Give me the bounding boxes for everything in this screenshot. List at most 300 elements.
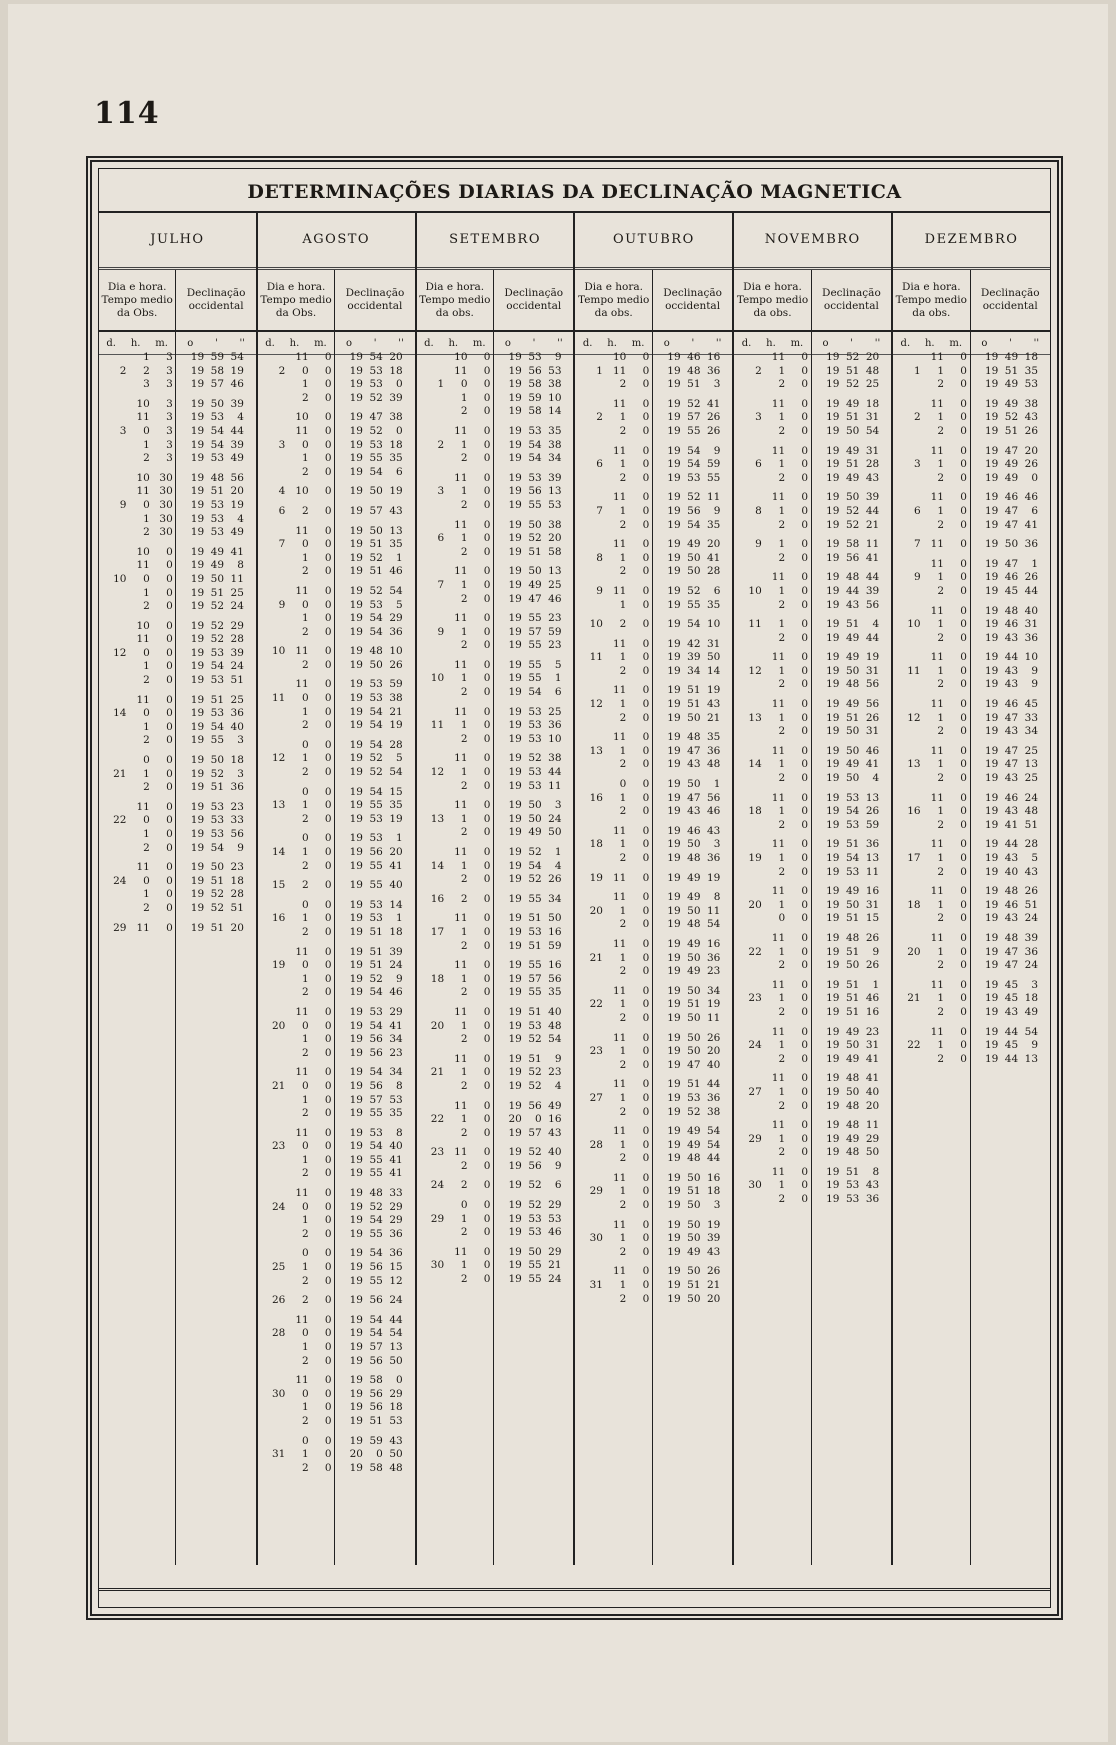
table-row [575, 552, 651, 566]
declination-degrees: 19 [508, 1079, 522, 1092]
obs-day [417, 365, 446, 379]
obs-day: 18 [589, 838, 603, 851]
table-row [653, 599, 732, 613]
declination-degrees: 19 [667, 518, 681, 531]
obs-hour: 1 [778, 805, 786, 818]
obs-day: 3 [278, 438, 286, 451]
declination-seconds: 48 [707, 758, 721, 771]
obs-minute: 0 [324, 1227, 332, 1240]
obs-minute: 0 [801, 725, 809, 738]
obs-minute: 0 [483, 1052, 491, 1065]
declination-seconds: 35 [389, 799, 403, 812]
obs-minute: 0 [483, 779, 491, 792]
declination-minutes: 41 [1004, 818, 1019, 831]
obs-day: 12 [907, 711, 921, 724]
declination-minutes: 47 [1004, 504, 1019, 517]
declination-degrees: 19 [190, 526, 205, 539]
obs-hour: 0 [143, 424, 150, 437]
table-row [893, 805, 969, 819]
obs-day [417, 519, 446, 533]
table-row [335, 1228, 414, 1242]
declination-seconds: 35 [389, 452, 403, 465]
declination-minutes: 55 [528, 892, 542, 905]
obs-hour: 11 [612, 891, 627, 904]
declination-degrees: 19 [508, 705, 522, 718]
declination-minutes: 54 [369, 785, 383, 798]
obs-minute: 0 [483, 424, 491, 437]
table-row [971, 912, 1050, 926]
obs-minute: 0 [642, 444, 650, 457]
obs-minute: 0 [801, 1072, 809, 1085]
table-row [176, 721, 255, 735]
obs-hour: 0 [302, 364, 309, 377]
table-row [494, 1213, 573, 1227]
table-row [417, 686, 493, 700]
table-row [812, 458, 891, 472]
obs-hour: 2 [778, 1193, 786, 1206]
obs-hour: 2 [619, 965, 627, 978]
declination-minutes: 50 [687, 951, 701, 964]
declination-degrees: 19 [190, 397, 205, 410]
declination-degrees: 19 [826, 1132, 840, 1145]
unit-hour: h. [766, 337, 776, 349]
obs-day [99, 600, 128, 614]
table-row [812, 445, 891, 459]
bottom-rule [99, 1588, 1050, 1591]
declination-degrees: 19 [190, 861, 205, 874]
obs-hour: 11 [454, 752, 468, 765]
declination-minutes: 50 [845, 744, 860, 757]
table-row [971, 745, 1050, 759]
obs-hour: 0 [302, 1387, 309, 1400]
declination-degrees: 19 [984, 725, 999, 738]
declination-degrees: 19 [826, 945, 840, 958]
declination-degrees: 19 [190, 693, 205, 706]
declination-seconds: 34 [389, 1033, 403, 1046]
obs-day: 14 [748, 758, 762, 771]
table-row [812, 979, 891, 993]
declination-degrees: 19 [826, 678, 840, 691]
table-row [99, 922, 175, 936]
declination-seconds: 26 [707, 411, 721, 424]
obs-day [99, 472, 128, 486]
month-name: AGOSTO [258, 213, 415, 270]
declination-degrees: 19 [508, 672, 522, 685]
obs-hour: 1 [460, 578, 468, 591]
declination-minutes: 54 [369, 1327, 383, 1340]
table-row [99, 842, 175, 856]
declination-minutes: 50 [369, 485, 383, 498]
declination-seconds: 38 [389, 692, 403, 705]
declination-minutes: 58 [845, 538, 860, 551]
declination-seconds: 31 [707, 637, 721, 650]
declination-degrees: 19 [508, 391, 522, 404]
obs-minute: 0 [642, 791, 650, 804]
obs-hour: 2 [619, 1152, 627, 1165]
declination-minutes: 54 [369, 705, 383, 718]
obs-day: 19 [748, 852, 762, 864]
declination-seconds: 50 [707, 651, 721, 664]
declination-degrees: 19 [190, 424, 205, 437]
declination-degrees: 19 [349, 1341, 363, 1353]
declination-minutes: 47 [1004, 557, 1019, 570]
table-row [971, 651, 1050, 665]
declination-minutes: 49 [210, 545, 225, 558]
obs-minute: 0 [483, 925, 491, 938]
obs-hour: 11 [295, 584, 309, 597]
table-row [335, 752, 414, 766]
declination-seconds: 54 [865, 424, 880, 437]
table-row [417, 826, 493, 840]
obs-minute: 0 [642, 378, 650, 391]
table-row [176, 472, 255, 486]
table-row [734, 1053, 810, 1067]
declination-degrees: 19 [984, 351, 999, 363]
table-row [417, 639, 493, 653]
obs-hour: 1 [937, 758, 944, 771]
declination-degrees: 19 [667, 937, 681, 950]
obs-day [99, 513, 128, 527]
table-row [176, 922, 255, 936]
declination-degrees: 19 [349, 1019, 363, 1032]
table-row [893, 866, 969, 880]
declination-minutes: 49 [528, 826, 542, 839]
table-row [734, 819, 810, 833]
obs-minute: 0 [960, 852, 967, 864]
obs-day: 11 [430, 719, 445, 732]
declination-minutes: 48 [845, 931, 860, 944]
obs-hour: 2 [302, 766, 309, 779]
table-row [575, 472, 651, 486]
declination-seconds: 56 [865, 698, 880, 711]
declination-degrees: 19 [349, 945, 363, 958]
table-row [417, 766, 493, 780]
obs-day: 17 [430, 925, 445, 938]
table-row [99, 452, 175, 466]
declination-minutes: 52 [369, 584, 383, 597]
obs-minute: 0 [642, 1138, 650, 1151]
declination-seconds: 28 [230, 888, 244, 901]
obs-minute: 0 [483, 378, 491, 391]
table-row [575, 792, 651, 806]
declination-minutes: 47 [1004, 744, 1019, 757]
table-row [734, 1166, 810, 1180]
table-row [653, 565, 732, 579]
table-row [258, 1187, 334, 1201]
obs-hour: 2 [619, 1058, 627, 1071]
obs-day: 15 [271, 879, 286, 892]
declination-degrees: 19 [826, 411, 840, 424]
table-row [734, 959, 810, 973]
unit-day: d. [741, 337, 752, 349]
declination-minutes: 50 [845, 1039, 860, 1052]
obs-day [258, 1247, 287, 1261]
declination-degrees: 19 [667, 378, 681, 391]
obs-hour: 2 [937, 631, 944, 644]
obs-day: 1 [596, 364, 603, 377]
table-row [653, 1265, 732, 1279]
obs-minute: 0 [960, 604, 967, 617]
obs-day [575, 758, 604, 772]
declination-degrees: 19 [984, 805, 999, 818]
declination-minutes: 56 [687, 504, 701, 517]
obs-day [417, 639, 446, 653]
declination-degrees: 19 [984, 378, 999, 391]
table-row [812, 1179, 891, 1193]
obs-hour: 2 [460, 592, 468, 605]
declination-degrees: 19 [349, 846, 363, 858]
table-row [734, 618, 810, 632]
obs-day [258, 626, 287, 640]
declination-degrees: 19 [826, 424, 840, 437]
obs-day: 2 [755, 364, 762, 377]
obs-day: 9 [755, 538, 762, 551]
declination-seconds: 15 [865, 912, 880, 925]
obs-minute: 0 [483, 1033, 491, 1046]
table-row [893, 838, 969, 852]
declination-seconds: 36 [230, 781, 244, 794]
declination-seconds: 8 [237, 559, 244, 572]
declination-minutes: 52 [845, 378, 860, 391]
table-row [258, 1294, 334, 1308]
table-row [575, 1125, 651, 1139]
declination-minutes: 55 [528, 639, 542, 652]
table-row [971, 632, 1050, 646]
declination-minutes: 50 [687, 904, 701, 917]
table-row [494, 452, 573, 466]
obs-hour: 11 [454, 658, 468, 671]
obs-hour: 2 [937, 678, 944, 691]
table-row [494, 1273, 573, 1287]
declination-seconds: 36 [707, 744, 721, 757]
table-row [335, 612, 414, 626]
declination-degrees: 19 [984, 678, 999, 691]
obs-minute: 30 [159, 485, 173, 498]
declination-seconds: 41 [389, 1153, 403, 1166]
declination-minutes: 48 [210, 471, 225, 484]
table-inner-border [98, 168, 1051, 1608]
declination-minutes: 55 [369, 452, 383, 465]
declination-degrees: 19 [190, 720, 205, 733]
declination-seconds: 1 [713, 778, 721, 791]
unit-day: d. [424, 337, 434, 349]
declination-minutes: 59 [369, 1434, 383, 1447]
obs-minute: 0 [801, 364, 809, 377]
declination-degrees: 19 [508, 438, 522, 451]
declination-degrees: 19 [349, 551, 363, 564]
declination-seconds: 51 [230, 901, 244, 914]
table-row [99, 633, 175, 647]
declination-minutes: 58 [528, 405, 542, 418]
declination-seconds: 9 [872, 945, 880, 958]
table-row [734, 745, 810, 759]
month-column-novembro [734, 213, 893, 1565]
declination-seconds: 10 [389, 645, 403, 658]
obs-day: 1 [913, 364, 921, 377]
obs-minute: 0 [960, 978, 967, 991]
declination-seconds: 48 [548, 1019, 562, 1032]
obs-minute: 0 [324, 945, 332, 958]
unit-arcmin: ' [850, 337, 854, 349]
declination-seconds: 18 [707, 1185, 721, 1198]
declination-seconds: 6 [554, 1179, 562, 1192]
obs-minute: 0 [324, 859, 332, 872]
table-row [653, 1078, 732, 1092]
declination-degrees: 19 [984, 444, 999, 457]
obs-day: 26 [271, 1294, 286, 1307]
declination-minutes: 53 [528, 1212, 542, 1225]
declination-degrees: 19 [826, 397, 840, 410]
declination-degrees: 19 [667, 491, 681, 504]
declination-minutes: 55 [210, 734, 225, 747]
declination-minutes: 46 [1004, 791, 1019, 804]
table-row [335, 719, 414, 733]
declination-seconds: 46 [230, 378, 244, 391]
declination-seconds: 18 [1024, 351, 1039, 363]
obs-hour: 11 [612, 684, 627, 697]
obs-minute: 0 [166, 600, 173, 613]
obs-minute: 3 [166, 452, 173, 465]
declination-minutes: 50 [210, 754, 225, 767]
table-row [812, 538, 891, 552]
obs-day [99, 559, 128, 573]
obs-minute: 0 [324, 1327, 332, 1340]
obs-day [99, 781, 128, 795]
declination-minutes: 54 [210, 720, 225, 733]
obs-hour: 2 [460, 1126, 468, 1139]
declination-minutes: 54 [369, 1019, 383, 1032]
table-row [335, 485, 414, 499]
declination-minutes: 50 [687, 1031, 701, 1044]
declination-minutes: 55 [369, 799, 383, 812]
obs-minute: 0 [960, 838, 967, 851]
declination-minutes: 56 [528, 1159, 542, 1172]
declination-minutes: 53 [528, 779, 542, 792]
table-row [99, 660, 175, 674]
declination-minutes: 53 [845, 818, 860, 831]
table-row [176, 707, 255, 721]
declination-seconds: 45 [1024, 698, 1039, 711]
table-row [494, 439, 573, 453]
obs-minute: 0 [642, 471, 650, 484]
declination-degrees: 19 [508, 1146, 522, 1159]
table-row [653, 745, 732, 759]
table-row [258, 799, 334, 813]
declination-degrees: 19 [984, 458, 999, 471]
declination-degrees: 19 [826, 725, 840, 738]
obs-minute: 0 [642, 951, 650, 964]
table-row [734, 425, 810, 439]
obs-day [893, 772, 922, 786]
obs-day: 10 [589, 618, 603, 631]
obs-hour: 1 [619, 998, 627, 1011]
table-row [812, 411, 891, 425]
declination-minutes: 34 [687, 664, 701, 677]
declination-seconds: 23 [230, 861, 244, 874]
table-row [812, 992, 891, 1006]
obs-hour: 11 [771, 791, 786, 804]
table-row [575, 731, 651, 745]
declination-minutes: 50 [687, 1292, 701, 1305]
declination-seconds: 25 [1024, 744, 1039, 757]
obs-day [258, 766, 287, 780]
obs-day [575, 565, 604, 579]
declination-seconds: 53 [389, 1414, 403, 1427]
obs-minute: 0 [960, 678, 967, 691]
declination-degrees: 19 [349, 1274, 363, 1287]
declination-seconds: 18 [865, 397, 880, 410]
obs-day [575, 712, 604, 726]
declination-minutes: 57 [369, 1341, 383, 1353]
declination-seconds: 1 [872, 978, 880, 991]
table-row [734, 838, 810, 852]
declination-minutes: 49 [845, 651, 860, 664]
declination-minutes: 54 [845, 805, 860, 818]
declination-minutes: 53 [369, 378, 383, 391]
obs-hour: 2 [778, 678, 786, 691]
month-name: SETEMBRO [417, 213, 574, 270]
declination-seconds: 9 [1031, 664, 1039, 677]
obs-minute: 0 [801, 1165, 809, 1178]
declination-seconds: 19 [707, 1218, 721, 1231]
declination-minutes: 55 [369, 859, 383, 872]
obs-time-header: Dia e hora. Tempo medio da obs. [417, 270, 494, 330]
declination-degrees: 19 [349, 678, 363, 691]
obs-hour: 1 [937, 364, 944, 377]
declination-seconds: 29 [230, 619, 244, 632]
declination-degrees: 19 [349, 504, 363, 517]
obs-minute: 0 [801, 838, 809, 851]
table-row [258, 1167, 334, 1181]
obs-hour: 2 [619, 424, 627, 437]
obs-minute: 0 [801, 818, 809, 831]
table-row [258, 1033, 334, 1047]
table-row [653, 825, 732, 839]
obs-hour: 2 [460, 892, 468, 905]
declination-header: Declinação occidental [504, 287, 564, 312]
declination-minutes: 52 [845, 351, 860, 363]
obs-hour: 1 [302, 1093, 309, 1106]
obs-hour: 10 [136, 545, 150, 558]
table-row [494, 826, 573, 840]
obs-minute: 0 [483, 471, 491, 484]
obs-minute: 0 [801, 1085, 809, 1098]
table-row [812, 819, 891, 833]
table-row [417, 719, 493, 733]
obs-minute: 0 [960, 651, 967, 664]
obs-minute: 0 [166, 800, 173, 813]
obs-day: 12 [430, 766, 445, 779]
table-row [575, 491, 651, 505]
obs-hour: 11 [771, 571, 786, 584]
declination-degrees: 19 [826, 1025, 840, 1038]
table-row [734, 979, 810, 993]
obs-minute: 0 [801, 744, 809, 757]
obs-day: 9 [437, 625, 445, 638]
obs-hour: 1 [460, 972, 468, 985]
table-row [258, 599, 334, 613]
declination-degrees: 19 [667, 904, 681, 917]
declination-degrees: 19 [667, 424, 681, 437]
obs-minute: 0 [324, 678, 332, 691]
obs-hour: 2 [302, 625, 309, 638]
declination-minutes: 48 [1004, 604, 1019, 617]
obs-hour: 2 [619, 1292, 627, 1305]
declination-seconds: 54 [707, 918, 721, 931]
table-row [494, 766, 573, 780]
obs-hour: 2 [460, 545, 468, 558]
obs-hour: 11 [930, 978, 944, 991]
